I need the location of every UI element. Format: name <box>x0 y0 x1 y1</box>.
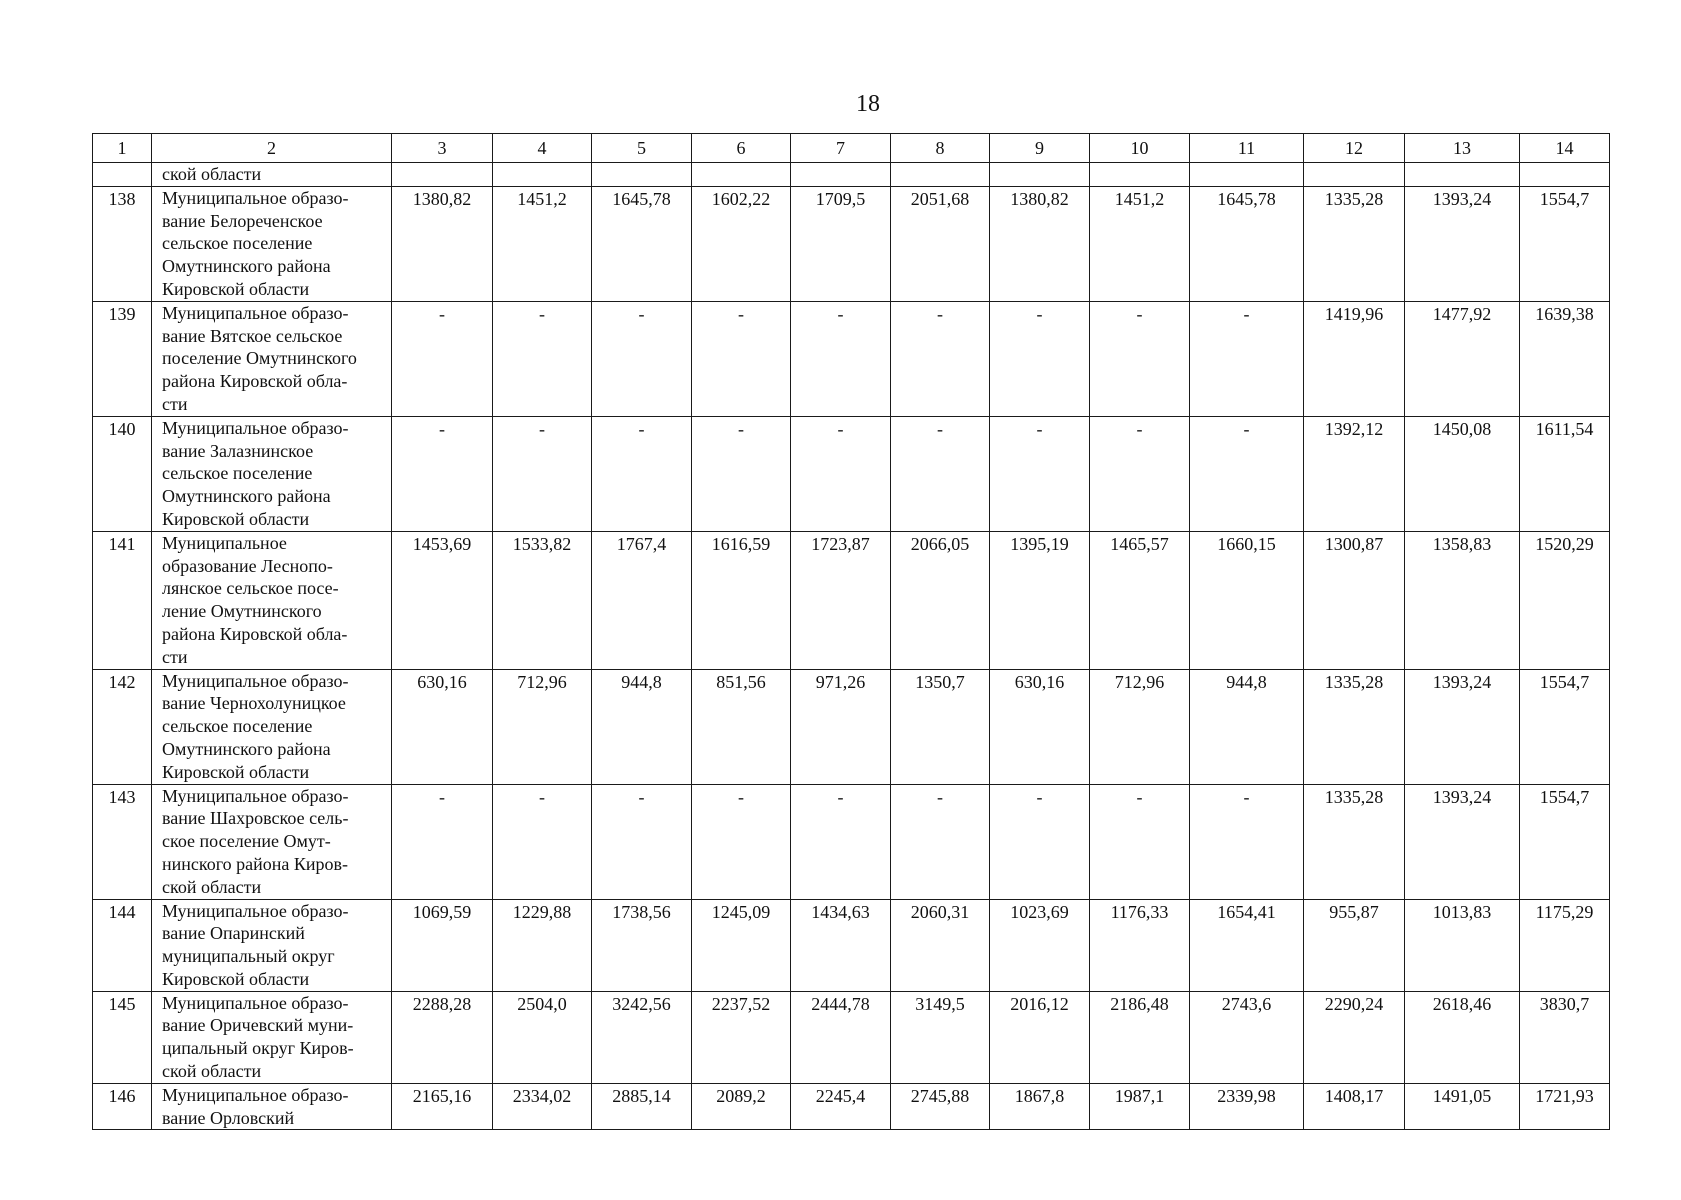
value-cell-col-9: 2016,12 <box>990 991 1090 1083</box>
value-cell-col-3: - <box>392 301 493 416</box>
value-cell-col-12: 1408,17 <box>1304 1083 1405 1130</box>
value-cell-col-10: 1987,1 <box>1090 1083 1190 1130</box>
value-cell-col-13: 1477,92 <box>1405 301 1520 416</box>
continuation-row <box>93 163 1610 187</box>
value-cell-col-4: 1229,88 <box>493 899 592 991</box>
value-cell-col-8: - <box>891 301 990 416</box>
value-cell-col-9: - <box>990 784 1090 899</box>
column-header-7: 7 <box>791 134 891 163</box>
value-cell-col-14: 3830,7 <box>1520 991 1610 1083</box>
municipality-name: Муниципальное образо- вание Орловский <box>152 1083 392 1130</box>
value-cell-col-12: 1335,28 <box>1304 669 1405 784</box>
value-cell-col-4: - <box>493 301 592 416</box>
value-cell-col-3: - <box>392 784 493 899</box>
value-cell-col-8 <box>891 163 990 187</box>
value-cell-col-9: - <box>990 301 1090 416</box>
table-row <box>93 899 1610 991</box>
value-cell-col-10: 1465,57 <box>1090 531 1190 669</box>
value-cell-col-6: 1602,22 <box>692 186 791 301</box>
value-cell-col-9: 630,16 <box>990 669 1090 784</box>
value-cell-col-9: 1380,82 <box>990 186 1090 301</box>
value-cell-col-8: - <box>891 784 990 899</box>
value-cell-col-14: 1721,93 <box>1520 1083 1610 1130</box>
value-cell-col-13: 1013,83 <box>1405 899 1520 991</box>
value-cell-col-7: 1709,5 <box>791 186 891 301</box>
value-cell-col-14: 1554,7 <box>1520 186 1610 301</box>
value-cell-col-12: 1419,96 <box>1304 301 1405 416</box>
value-cell-col-3: 2165,16 <box>392 1083 493 1130</box>
value-cell-col-6: - <box>692 416 791 531</box>
table-row <box>93 784 1610 899</box>
value-cell-col-11 <box>1190 163 1304 187</box>
value-cell-col-13: 1393,24 <box>1405 784 1520 899</box>
column-header-10: 10 <box>1090 134 1190 163</box>
value-cell-col-11: 2339,98 <box>1190 1083 1304 1130</box>
value-cell-col-3: 1069,59 <box>392 899 493 991</box>
municipality-name: ской области <box>152 163 392 187</box>
column-header-12: 12 <box>1304 134 1405 163</box>
value-cell-col-7: 971,26 <box>791 669 891 784</box>
value-cell-col-4: 1451,2 <box>493 186 592 301</box>
value-cell-col-4: 712,96 <box>493 669 592 784</box>
value-cell-col-5 <box>592 163 692 187</box>
value-cell-col-10: 712,96 <box>1090 669 1190 784</box>
value-cell-col-11: - <box>1190 416 1304 531</box>
value-cell-col-5: 3242,56 <box>592 991 692 1083</box>
column-header-6: 6 <box>692 134 791 163</box>
value-cell-col-6: 1245,09 <box>692 899 791 991</box>
value-cell-col-7: 2245,4 <box>791 1083 891 1130</box>
value-cell-col-9: 1023,69 <box>990 899 1090 991</box>
value-cell-col-13: 1358,83 <box>1405 531 1520 669</box>
value-cell-col-5: 1645,78 <box>592 186 692 301</box>
value-cell-col-4: 1533,82 <box>493 531 592 669</box>
table-row <box>93 991 1610 1083</box>
value-cell-col-5: 1767,4 <box>592 531 692 669</box>
column-header-5: 5 <box>592 134 692 163</box>
value-cell-col-5: 2885,14 <box>592 1083 692 1130</box>
value-cell-col-9: 1395,19 <box>990 531 1090 669</box>
value-cell-col-12: 1335,28 <box>1304 784 1405 899</box>
table-row <box>93 669 1610 784</box>
value-cell-col-3 <box>392 163 493 187</box>
table-row <box>93 416 1610 531</box>
municipality-name: Муниципальное образо- вание Белореченское сельское поселение Омутнинского района Кировской области <box>152 186 392 301</box>
column-header-3: 3 <box>392 134 493 163</box>
municipality-name: Муниципальное образо- вание Шахровское сель- ское поселение Омут- нинского района Киров- ской области <box>152 784 392 899</box>
value-cell-col-6: - <box>692 784 791 899</box>
column-header-8: 8 <box>891 134 990 163</box>
table-body <box>93 134 1610 1130</box>
value-cell-col-10: 1451,2 <box>1090 186 1190 301</box>
column-header-11: 11 <box>1190 134 1304 163</box>
value-cell-col-6: 2237,52 <box>692 991 791 1083</box>
value-cell-col-7: 2444,78 <box>791 991 891 1083</box>
value-cell-col-12: 1300,87 <box>1304 531 1405 669</box>
value-cell-col-9: - <box>990 416 1090 531</box>
value-cell-col-7: - <box>791 301 891 416</box>
value-cell-col-3: - <box>392 416 493 531</box>
value-cell-col-8: 2745,88 <box>891 1083 990 1130</box>
row-number <box>93 163 152 187</box>
municipality-name: Муниципальное образо- вание Вятское сельское поселение Омутнинского района Кировской обла- сти <box>152 301 392 416</box>
value-cell-col-12: 1392,12 <box>1304 416 1405 531</box>
municipality-name: Муниципальное образо- вание Чернохолуницкое сельское поселение Омутнинского района Кировской области <box>152 669 392 784</box>
value-cell-col-12 <box>1304 163 1405 187</box>
value-cell-col-3: 630,16 <box>392 669 493 784</box>
value-cell-col-11: 944,8 <box>1190 669 1304 784</box>
row-number: 141 <box>93 531 152 669</box>
column-header-9: 9 <box>990 134 1090 163</box>
value-cell-col-6 <box>692 163 791 187</box>
row-number: 140 <box>93 416 152 531</box>
row-number: 138 <box>93 186 152 301</box>
value-cell-col-6: 1616,59 <box>692 531 791 669</box>
value-cell-col-13: 1491,05 <box>1405 1083 1520 1130</box>
header-row <box>93 134 1610 163</box>
value-cell-col-14: 1554,7 <box>1520 669 1610 784</box>
value-cell-col-14 <box>1520 163 1610 187</box>
value-cell-col-13: 2618,46 <box>1405 991 1520 1083</box>
value-cell-col-7: 1723,87 <box>791 531 891 669</box>
value-cell-col-14: 1639,38 <box>1520 301 1610 416</box>
value-cell-col-9 <box>990 163 1090 187</box>
table-row <box>93 1083 1610 1130</box>
value-cell-col-7: 1434,63 <box>791 899 891 991</box>
value-cell-col-8: - <box>891 416 990 531</box>
value-cell-col-14: 1611,54 <box>1520 416 1610 531</box>
page-number: 18 <box>856 91 880 117</box>
value-cell-col-6: 2089,2 <box>692 1083 791 1130</box>
row-number: 146 <box>93 1083 152 1130</box>
value-cell-col-10: - <box>1090 301 1190 416</box>
value-cell-col-14: 1175,29 <box>1520 899 1610 991</box>
value-cell-col-6: 851,56 <box>692 669 791 784</box>
value-cell-col-9: 1867,8 <box>990 1083 1090 1130</box>
value-cell-col-3: 1380,82 <box>392 186 493 301</box>
column-header-1: 1 <box>93 134 152 163</box>
table-row <box>93 186 1610 301</box>
value-cell-col-5: 944,8 <box>592 669 692 784</box>
value-cell-col-3: 1453,69 <box>392 531 493 669</box>
value-cell-col-11: 2743,6 <box>1190 991 1304 1083</box>
value-cell-col-11: 1645,78 <box>1190 186 1304 301</box>
value-cell-col-14: 1520,29 <box>1520 531 1610 669</box>
value-cell-col-11: 1660,15 <box>1190 531 1304 669</box>
value-cell-col-10: - <box>1090 784 1190 899</box>
value-cell-col-8: 2051,68 <box>891 186 990 301</box>
value-cell-col-12: 1335,28 <box>1304 186 1405 301</box>
value-cell-col-4: 2504,0 <box>493 991 592 1083</box>
value-cell-col-7 <box>791 163 891 187</box>
value-cell-col-7: - <box>791 784 891 899</box>
value-cell-col-11: - <box>1190 301 1304 416</box>
value-cell-col-13 <box>1405 163 1520 187</box>
column-header-2: 2 <box>152 134 392 163</box>
tariff-table <box>92 133 1610 1130</box>
value-cell-col-11: - <box>1190 784 1304 899</box>
value-cell-col-14: 1554,7 <box>1520 784 1610 899</box>
value-cell-col-7: - <box>791 416 891 531</box>
value-cell-col-11: 1654,41 <box>1190 899 1304 991</box>
row-number: 143 <box>93 784 152 899</box>
value-cell-col-4: - <box>493 784 592 899</box>
row-number: 144 <box>93 899 152 991</box>
value-cell-col-10 <box>1090 163 1190 187</box>
table-row <box>93 301 1610 416</box>
value-cell-col-13: 1450,08 <box>1405 416 1520 531</box>
value-cell-col-13: 1393,24 <box>1405 186 1520 301</box>
value-cell-col-10: 1176,33 <box>1090 899 1190 991</box>
value-cell-col-12: 2290,24 <box>1304 991 1405 1083</box>
value-cell-col-5: - <box>592 784 692 899</box>
value-cell-col-8: 1350,7 <box>891 669 990 784</box>
column-header-4: 4 <box>493 134 592 163</box>
municipality-name: Муниципальное образо- вание Опаринский муниципальный округ Кировской области <box>152 899 392 991</box>
value-cell-col-12: 955,87 <box>1304 899 1405 991</box>
value-cell-col-5: 1738,56 <box>592 899 692 991</box>
value-cell-col-10: 2186,48 <box>1090 991 1190 1083</box>
municipality-name: Муниципальное образо- вание Оричевский муни- ципальный округ Киров- ской области <box>152 991 392 1083</box>
column-header-14: 14 <box>1520 134 1610 163</box>
value-cell-col-8: 2066,05 <box>891 531 990 669</box>
municipality-name: Муниципальное образование Леснопо- лянское сельское посе- ление Омутнинского района Кировской обла- сти <box>152 531 392 669</box>
value-cell-col-4 <box>493 163 592 187</box>
value-cell-col-6: - <box>692 301 791 416</box>
table-row <box>93 531 1610 669</box>
row-number: 145 <box>93 991 152 1083</box>
value-cell-col-13: 1393,24 <box>1405 669 1520 784</box>
value-cell-col-3: 2288,28 <box>392 991 493 1083</box>
column-header-13: 13 <box>1405 134 1520 163</box>
value-cell-col-4: - <box>493 416 592 531</box>
value-cell-col-5: - <box>592 416 692 531</box>
municipality-name: Муниципальное образо- вание Залазнинское сельское поселение Омутнинского района Кировской области <box>152 416 392 531</box>
value-cell-col-10: - <box>1090 416 1190 531</box>
row-number: 142 <box>93 669 152 784</box>
value-cell-col-8: 2060,31 <box>891 899 990 991</box>
value-cell-col-4: 2334,02 <box>493 1083 592 1130</box>
value-cell-col-8: 3149,5 <box>891 991 990 1083</box>
value-cell-col-5: - <box>592 301 692 416</box>
row-number: 139 <box>93 301 152 416</box>
